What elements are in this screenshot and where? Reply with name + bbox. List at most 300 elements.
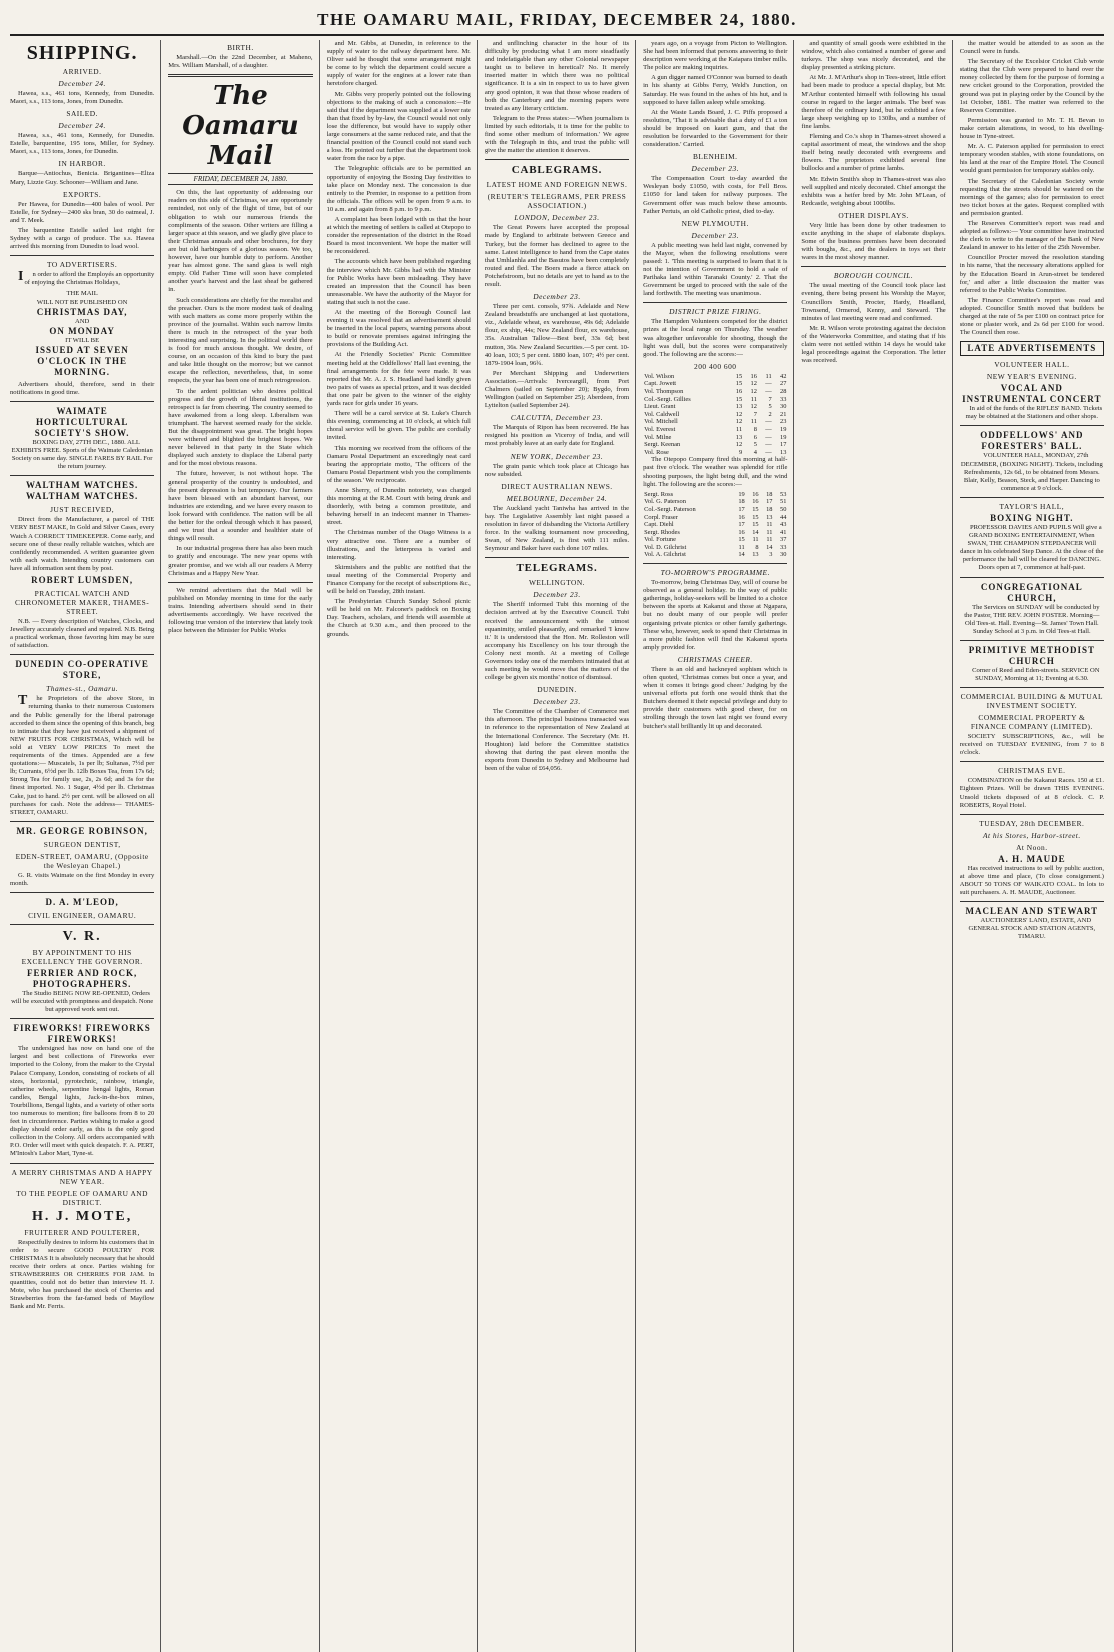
divider [960, 497, 1104, 498]
score-value: 7 [768, 395, 772, 403]
mail-note: Advertisers should, therefore, send in their notifications in good time. [10, 380, 155, 396]
score-row [643, 506, 787, 514]
score-value: — [765, 380, 772, 388]
other-displays-heading: OTHER DISPLAYS. [838, 210, 909, 220]
editorial-p2: Such considerations are chiefly for the moralist and the preacher. Ours is the more modest task of dealing with such matters as come more properly within the province of the journalist. Within such narrow limits there is much in the retrospect of the year both interesting and surprising. In the political world there is food for much anxious thought. We desire, of course, on an occasion of this kind to bury the past and take little thought on the morrow; but we cannot escape the reflection, nevertheless, that, in some respects, the year has been one of much retrogression. [168, 296, 313, 385]
score-value: 15 [735, 395, 743, 403]
concert-title: VOCAL AND INSTRUMENTAL CONCERT [962, 383, 1102, 405]
taylors-hall-text: PROFESSOR DAVIES AND PUPILS Will give a GRAND BOXING ENTERTAINMENT, When SWAN, THE CHAMPION STEPDANCER Will dance in his celebrated Step Dance. At the close of the performance the hall will be cleared for DANCING. Doors open at 7, commence at half-past. [960, 523, 1104, 572]
score-value: 13 [735, 433, 743, 441]
editorial-p4: The future, however, is not without hope. The general prosperity of the country is undoubted, and the present depression is but temporary. Our farmers have been blessed with an abundant harvest, our industries are extending, and we have every reason to look forward with confidence. The nation will be all the better for the ordeal through which it has passed, and we trust that a sounder and healthier state of things will result. [168, 470, 313, 543]
score-value: 13 [766, 513, 773, 521]
paper-title: The Oamaru Mail [182, 81, 299, 172]
score-value: — [765, 441, 772, 449]
calcutta-dateline: CALCUTTA, December 23. [510, 413, 604, 423]
christmas-eve-heading: CHRISTMAS EVE. [998, 766, 1066, 776]
divider [485, 159, 629, 160]
new-plymouth-date: December 23. [691, 230, 739, 240]
commercial-heading: COMMERCIAL BUILDING & MUTUAL INVESTMENT SOCIETY. [960, 692, 1104, 711]
christmas-eve-text: COMBINATION on the Kakanui Races. 150 at £1. Eighteen Prizes. Will be drawn THIS EVENING. Unsold tickets disposed of at 8 o'clock. C. P. ROBERTS, Royal Hotel. [959, 777, 1104, 809]
score-value: 44 [780, 513, 787, 521]
divider [10, 475, 154, 476]
score-value: 53 [780, 490, 787, 498]
calcutta-text: The Marquis of Ripon has been recovered. He has resigned his position as Viceroy of India, and will most probably leave at an early date for England. [484, 424, 630, 448]
score-value: 42 [780, 372, 787, 380]
dunedin-text: The Committee of the Chamber of Commerce met this afternoon. The principal business transacted was in reference to the representation of New Zealand at the International Conference. The Secretary (Mr. H. Houghton) laid before the Committee statistics showing that during the past eleven months the exports from Dunedin to Sydney and Melbourne had been of the value of £64,056. [484, 708, 630, 772]
score-value: 50 [780, 505, 787, 513]
taylors-hall-sub: BOXING NIGHT. [990, 512, 1074, 523]
maclean-text: AUCTIONEERS' LAND, ESTATE, AND GENERAL STOCK AND STATION AGENTS, TIMARU. [968, 917, 1096, 941]
divider [960, 425, 1104, 426]
ny-text: The grain panic which took place at Chicago has now subsided. [484, 462, 630, 478]
divider [10, 821, 154, 822]
robinson-role: SURGEON DENTIST, [43, 839, 121, 849]
mail-line-6: IT WILL BE [65, 336, 100, 344]
sailed-date: December 24. [58, 121, 106, 131]
cheer-text: There is an old and hackneyed sophism which is often quoted, 'Christmas comes but once a year, and when it comes it brings good cheer.' Judging by the universal efforts put forth one would think that the Butchers deemed it their especial privilege and duty to provide their customers with good cheer, for on strolling through the town last night we found every butcher's stall brilliantly lit up and decorated. [643, 665, 788, 730]
score-name: Corpl. Fraser [644, 513, 678, 521]
score-name: Vol. Everest [644, 425, 676, 433]
score-row [643, 536, 787, 544]
cable2-text: Three per cent. consols, 97¾. Adelaide and New Zealand breadstuffs are unchanged at last quotations, viz., Adelaide wheat, ex warehouse, 49s 6d; Adelaide flour, ex ship, 44s; New Zealand flour, ex warehouse, 35s. Australian Tallow—Best beef, 33s 6d; best mutton, 36s. New Zealand Securities.—5 per cent. 10-40 loan, 103; 5 per cent. 1880 loan, 107; 4½ per cent. 1879-1904 loan, 96¾. [484, 303, 630, 367]
score-value: 13 [752, 551, 759, 559]
wellington-date: December 23. [533, 590, 581, 600]
score-value: 27 [780, 380, 787, 388]
divider [168, 74, 312, 77]
score-value: 14 [752, 528, 759, 536]
score-value: 3 [769, 551, 773, 559]
score-value: 11 [766, 536, 773, 544]
robinson-address: EDEN-STREET, OAMARU, (Opposite the Wesleyan Chapel.) [15, 851, 149, 870]
divider [960, 577, 1104, 578]
council-p4: Mr. A. C. Paterson applied for permission to erect temporary wooden stables, with stone foundations, on his land at the rear of the Empire Hotel. The Council would grant permission for temporary stables only. [959, 143, 1104, 175]
wellington-text: The Sheriff informed Tubi this morning of the decision arrived at by the Executive Council. Tubi received the announcement with the utmost equanimity, smiled pleasantly, and remarked 'I know it.' It is understood that the Hon. Mr. Rolleston will accompany his Excellency on his tour through the Colony next month. At a meeting of College Governors today one of the members intimated that at such meeting he would move that the matters of the college be given six months' notice of dismissal. [484, 601, 630, 682]
mleod-name: D. A. M'LEOD, [45, 896, 119, 907]
score-value: 41 [780, 528, 787, 536]
late-advertisements-heading: LATE ADVERTISEMENTS [960, 341, 1104, 356]
council-p7: Councillor Procter moved the resolution standing in his name, 'that the necessary alterations applied for by the Education Board in Arun-street be tendered for,' and after a little discussion the matter was referred to the Public Works Committee. [959, 254, 1104, 294]
volunteer-hall-heading: VOLUNTEER HALL. [994, 360, 1070, 370]
auctioneer-name: A. H. MAUDE [998, 853, 1066, 864]
cable2-dateline: December 23. [533, 292, 581, 302]
score-name: Vol. Milne [644, 433, 672, 441]
lumsden-role: PRACTICAL WATCH AND CHRONOMETER MAKER, THAMES-STREET. [15, 589, 150, 616]
methodist-text: Corner of Reed and Eden-streets. SERVICE ON SUNDAY, Morning at 11; Evening at 6.30. [972, 666, 1100, 682]
news-p11: The Christmas number of the Otago Witness is a very attractive one. There are a number of illustrations, and the letterpress is varied and interesting. [326, 529, 471, 561]
score-value: 19 [738, 490, 745, 498]
score-value: 18 [738, 498, 745, 506]
fireworks-heading: FIREWORKS! FIREWORKS FIREWORKS! [13, 1023, 151, 1045]
council-p6: The Reserves Committee's report was read and adopted as follows:— Your committee have instructed the clerk to write to the manager of the Bank of New Zealand in answer to his letter of the 25th November. [959, 219, 1104, 252]
score-name: Lieut. Grant [644, 403, 676, 411]
score-name: Sergt. Ross [644, 490, 674, 498]
news-p1: and Mr. Gibbs, at Dunedin, in reference to the supply of water to the railway department here. Mr. Oliver said he thought that some arrangement might be come to by which the department could secure a supply of water for the engines at a lower rate than heretofore charged. [326, 40, 471, 88]
score-value: 17 [766, 498, 773, 506]
score-name: Vol. Fortune [644, 536, 676, 544]
news-p2: Mr. Gibbs very properly pointed out the following objections to the making of such a concession:—He said that if the department was supplied at a lower rate than that fixed by by-law, the Council would not only lose the difference, but would have to supply other large consumers at the same reduced rate, and that the financial position of the Council could not stand such a loss. He pointed out further that the department took water from the race by a pipe. [326, 90, 471, 163]
score-value: 19 [780, 425, 787, 433]
score-value: 11 [765, 372, 772, 380]
news-p1: and quantity of small goods were exhibited in the window, which also contained a number of geese and turkeys. The shop was nicely decorated, and the display presented a striking picture. [801, 40, 946, 72]
cheer-heading: CHRISTMAS CHEER. [677, 654, 753, 664]
blenheim-date: December 23. [691, 164, 739, 174]
arrived-date: December 24. [58, 79, 106, 88]
news-p1: and unflinching character in the hour of its difficulty by producing what I am more steadfastly and indefatigable than any other Colonial newspaper taught us to believe in heretical? No. It merely inserted matter in which there was no political significance. It is a sin in respect to us to have given any good opinion, it was that those whose readers of both the Canterbury and the morning papers were treated as any literary criticism. [484, 40, 630, 112]
score-value: 30 [780, 551, 787, 559]
advertisers-heading: TO ADVERTISERS. [47, 260, 118, 270]
australian-text: The Auckland yacht Taniwha has arrived in the bay. The Legislative Assembly last night passed a resolution in favor of disbanding the Victoria Artillery force. In the walking tournament now proceeding, Swan, of New Zealand, is first with 111 miles. Seymour and Baker have each done 107 miles. [484, 504, 630, 553]
score-row [643, 418, 787, 426]
editorial-p3: To the ardent politician who desires political progress and the growth of liberal institutions, the retrospect is far from cheering. The country seemed to have awakened from a long sleep. Liberalism was triumphant. The harvest seemed ready for the sickle. But the disappointment was great. The bright hopes were withered and blighted the brightest hopes. We never believed in that party in the State which displayed such anxiety to displace the Liberal party and for the most obvious reasons. [168, 387, 313, 468]
divider [643, 302, 787, 303]
cable1-dateline: LONDON, December 23. [514, 213, 600, 223]
score-row [643, 396, 787, 404]
score-name: Capt. Diehl [644, 521, 674, 529]
shipping-note: The barquentine Estelle sailed last night for Sydney with a cargo of produce. The s.s. Hawea arrived this morning from Dunedin to load wool. [10, 226, 155, 251]
church-text: The Services on SUNDAY will be conducted by the Pastor, THE REV. JOHN FOSTER. Morning—Old Tees-st. Hall. Evening—St. James' Town Hall. Sunday School at 3 p.m. in Old Tees-st Hall. [964, 603, 1100, 635]
score-value: 15 [738, 536, 745, 544]
score-row [643, 373, 787, 381]
concert-text: In aid of the funds of the RIFLES' BAND. Tickets may be obtained at the Stationers and other shops. [965, 405, 1103, 421]
volunteer-hall-sub: NEW YEAR'S EVENING. [986, 372, 1077, 382]
divider [801, 266, 945, 267]
dunedin-date: December 23. [533, 697, 581, 707]
dunedin-store-text: The Proprietors of the above Store, in returning thanks to their numerous Customers and the Public generally for the liberal patronage accorded to them since the opening of this branch, beg to intimate that they have just received a shipment of NEW FRUITS FOR CHRISTMAS, Which will be sold at VERY LOW PRICES To meet the requirements of the times. Appended are a few quotations:— Muscatels, 1s per lb; Sultanas, 7½d per lb; Currants, 6½d per lb. 12lb Boxes Tea, from 17s 6d; Strong Tea for family use, 2s, 2s 6d; and 3s for the finest imported. No. 1 Sugar, 4½d per lb. Christmas Cake, just to hand. 2½ per cent. will be allowed on all purchases for cash. Note the address— THAMES-STREET, OAMARU. [10, 693, 155, 816]
robinson-name: MR. GEORGE ROBINSON, [16, 825, 148, 836]
prize-firing-heading: DISTRICT PRIZE FIRING. [669, 307, 762, 317]
score-value: 4 [753, 448, 757, 456]
news-p2: A gun digger named O'Connor was burned to death in his shanty at Gibbs Ferry, Weld's Junction, on Saturday. He was found in the ashes of his hut, and is supposed to have fallen asleep while smoking. [643, 74, 788, 106]
ferrier-text: The Studio BEING NOW RE-OPENED, Orders will be executed with promptness and despatch. None but approved work sent out. [11, 989, 154, 1014]
council-p1: the matter would be attended to as soon as the Council were in funds. [959, 40, 1104, 56]
cablegrams-heading: CABLEGRAMS. [511, 164, 603, 177]
score-name: Vol. D. Gilchrist [644, 543, 687, 551]
column-2 [168, 40, 319, 1652]
score-row [643, 388, 787, 396]
cablegrams-sub: LATEST HOME AND FOREIGN NEWS. [486, 180, 628, 190]
divider [10, 924, 154, 925]
score-value: 16 [738, 513, 745, 521]
score-value: 43 [780, 521, 787, 529]
column-5 [643, 40, 794, 1652]
ny-dateline: NEW YORK, December 23. [510, 451, 604, 461]
score-value: 19 [780, 433, 787, 441]
arrived-heading: ARRIVED. [62, 67, 102, 76]
score-value: 11 [750, 395, 757, 403]
score-value: 7 [753, 410, 757, 418]
maclean-heading: MACLEAN AND STEWART [965, 906, 1099, 917]
score-value: 33 [780, 543, 787, 551]
score-value: 30 [780, 403, 787, 411]
score-value: 12 [735, 441, 743, 449]
news-p9: This morning we received from the officers of the Oamaru Postal Department an exceedingly neat card bearing the appropriate motto, 'The officers of the Oamaru Postal Department wish you the compliments of the season.' We reciprocate. [326, 444, 471, 484]
score-row [643, 544, 787, 552]
score-value: 17 [780, 441, 787, 449]
score-value: — [765, 418, 772, 426]
exports-heading: EXPORTS. [63, 189, 102, 199]
other-displays-text: Very little has been done by other tradesmen to excite anything in the shape of elaborate displays. Some of the business premises have been decorated with boughs, &c., and the dealers in toys set their wares in the most showy manner. [801, 221, 946, 262]
scores-table-hampden [643, 373, 787, 457]
score-value: 15 [752, 513, 759, 521]
score-value: 11 [736, 425, 743, 433]
auction-time: At Noon. [1016, 842, 1048, 852]
score-value: — [765, 448, 772, 456]
ball-text: VOLUNTEER HALL, MONDAY, 27th DECEMBER, (BOXING NIGHT). Tickets, including Refreshments, 12s 6d., to be obtained from Messrs. Blair, Kelly, Beason, Steck, and Harper. Dancing to commence at 9 o'clock. [960, 452, 1103, 492]
score-value: 11 [750, 418, 757, 426]
score-value: 21 [780, 410, 787, 418]
borough-text: The usual meeting of the Council took place last evening, there being present his Worship the Mayor, Councillors Smith, Procter, Hardy, Headland, Townsend, Ormerod, Kenny, and Steward. The minutes of last meeting were read and confirmed. [801, 282, 946, 322]
score-value: 5 [768, 403, 772, 411]
new-plymouth-text: A public meeting was held last night, convened by the Mayor, when the following resolutions were passed: 1. 'This meeting is surprised to learn that it is not the intention of Government to hold a sale of Parihaka land within Taranaki County.' 2. That the Government be urged to proceed with the sale of the land forthwith. The meeting was unanimous. [643, 241, 788, 298]
score-value: 8 [755, 543, 759, 551]
score-value: — [765, 425, 772, 433]
council-p3: Permission was granted to Mr. T. H. Bevan to make certain alterations, in wood, to his dwelling-house in Tyne-street. [959, 116, 1104, 141]
dunedin-store-heading: DUNEDIN CO-OPERATIVE STORE, [15, 659, 149, 681]
score-value: 11 [738, 543, 745, 551]
scores-table-otepopo [643, 491, 787, 559]
harbor-heading: IN HARBOR. [58, 159, 106, 169]
xmas-line-2: TO THE PEOPLE OF OAMARU AND DISTRICT. [16, 1188, 148, 1207]
news-p10: Anne Sherry, of Dunedin notoriety, was charged this morning at the R.M. Court with being drunk and disorderly, with being a common prostitute, and behaving herself in an indecent manner in Thames-street. [326, 486, 471, 527]
score-value: 5 [753, 441, 757, 449]
score-row [643, 426, 787, 434]
score-value: 23 [780, 418, 787, 426]
news-p12: Skirmishers and the public are notified that the usual meeting of the Commercial Property and Finance Company for the receipt of subscriptions &c., will be held on Tuesday, 28th instant. [326, 563, 471, 596]
vr-crest: V. R. [62, 928, 102, 944]
score-name: Col.-Sergt. Gillies [644, 395, 691, 403]
score-value: 17 [738, 521, 745, 529]
borough-heading: BOROUGH COUNCIL. [833, 271, 914, 281]
exports-text: Per Hawea, for Dunedin—400 bales of wool. Per Estelle, for Sydney—2400 sks bran, 30 do oatmeal, J. and T. Meek. [10, 200, 155, 224]
score-name: Vol. Thompson [644, 388, 684, 395]
sailed-text: Hawea, s.s., 461 tons, Kennedy, for Dunedin. Estelle, barquentine, 195 tons, Miller, for Sydney. Maori, s.s., 113 tons, Jones, for Dunedin. [10, 132, 155, 156]
telegrams-heading: TELEGRAMS. [516, 562, 598, 575]
score-row [643, 551, 787, 559]
score-row [643, 514, 787, 522]
divider [960, 761, 1104, 762]
score-value: — [765, 433, 772, 441]
divider [168, 582, 312, 583]
score-value: 51 [780, 498, 787, 506]
prize-firing-text: The Hampden Volunteers competed for the district prizes at the local range on Thursday. The weather was altogether unfavorable for shooting, though the light was dull, but the scores were comparatively good. The following are the scores:— [643, 318, 788, 358]
score-name: Vol. G. Paterson [644, 498, 686, 506]
score-value: 2 [768, 410, 772, 418]
advertisers-text: In order to afford the Employés an opportunity of enjoying the Christmas Holidays, [18, 269, 155, 287]
birth-heading: BIRTH. [227, 43, 254, 52]
divider [960, 814, 1104, 815]
taylors-hall-heading: TAYLOR'S HALL, [999, 501, 1065, 511]
score-name: Col.-Sergt. Paterson [644, 505, 696, 513]
news-p1: years ago, on a voyage from Picton to Wellington. She had been informed that persons answering to their description were working at the Kaiapara timber mills. The police are making inquiries. [643, 40, 788, 72]
news-p3: At the Waste Lands Board, J. C. Piffs proposed a resolution, 'That it is advisable that a duty of £1 a ton should be imposed on kauri gum, and that the resolution be forwarded to the Government for their consideration.' Carried. [643, 108, 788, 149]
score-value: 12 [735, 418, 743, 426]
score-value: 37 [780, 536, 787, 544]
australian-heading: DIRECT AUSTRALIAN NEWS. [501, 481, 613, 491]
score-value: 12 [750, 388, 757, 395]
score-value: 12 [735, 410, 743, 418]
news-p8: There will be a carol service at St. Luke's Church this evening, commencing at 10 o'clock, at which full choral service will be given. The public are cordially invited. [326, 410, 471, 442]
commercial-text: SOCIETY SUBSCRIPTIONS, &c., will be received on TUESDAY EVENING, from 7 to 8 o'clock. [959, 733, 1104, 757]
mail-line-3: CHRISTMAS DAY, [36, 306, 128, 317]
column-7 [960, 40, 1104, 1652]
score-row [643, 449, 787, 457]
mail-line-2: WILL NOT BE PUBLISHED ON [36, 298, 128, 306]
score-row [643, 411, 787, 419]
shipping-heading: SHIPPING. [26, 42, 138, 64]
score-value: 28 [780, 388, 787, 395]
divider [10, 892, 154, 893]
score-value: 12 [750, 403, 757, 411]
auction-place: At his Stores, Harbor-street. [982, 830, 1081, 840]
wellington-heading: WELLINGTON. [528, 578, 586, 588]
divider [10, 401, 154, 402]
score-row [643, 491, 787, 499]
column-1 [10, 40, 161, 1652]
score-value: 18 [766, 505, 773, 513]
australian-dateline: MELBOURNE, December 24. [506, 493, 608, 503]
cable3-text: Per Merchant Shipping and Underwriters Association.—Arrivals: Iverceargill, from Port Chalmers (sailed on September 20); Bygdo, from Wellington (sailed on September 25); Aberdeen, from Lyttelton (sailed September 24). [484, 369, 630, 410]
score-value: 16 [752, 498, 759, 506]
methodist-heading: PRIMITIVE METHODIST CHURCH [968, 644, 1095, 666]
council-p2: The Secretary of the Excelsior Cricket Club wrote stating that the Club were prepared to hand over the money collected by them for the purpose of forming a new cricket ground to the Corporation, provided the ground was put in playing order by the Council by the 1st October, 1881. The matter was referred to the Reserves Committee. [959, 58, 1104, 114]
news-p5: The accounts which have been published regarding the interview which Mr. Gibbs had with the Minister for Public Works have been misleading. They have created an impression that the Council has been unreasonable. We have the authority of the Mayor for stating that such is not the case. [326, 258, 471, 306]
mail-line-7: ISSUED AT SEVEN O'CLOCK IN THE MORNING. [35, 344, 129, 377]
mail-line-4: AND [74, 317, 90, 325]
news-p4: Mr. Edwin Smith's shop in Thames-street was also well supplied and nicely decorated. Chief amongst the exhibits was a heifer bred by Mr. John M'Lean, of Redcastle, weighing about 1000lbs. [801, 175, 946, 207]
score-value: 16 [735, 388, 743, 395]
score-value: 14 [766, 543, 773, 551]
score-value: 11 [766, 521, 773, 529]
score-value: 14 [738, 551, 745, 559]
score-value: 15 [752, 505, 759, 513]
columns [10, 40, 1104, 1652]
watches-text: Direct from the Manufacturer, a parcel of THE VERY BEST MAKE, In Gold and Silver Cases, every Watch A CORRECT TIMEKEEPER. Come early, and secure one of these really reliable watches, which are confidently recommended. A written guarantee given with each watch. Intending country customers can have all information sent them by post. [10, 516, 155, 572]
score-value: 15 [752, 521, 759, 529]
score-value: 17 [738, 505, 745, 513]
mail-line-5: ON MONDAY [49, 325, 115, 336]
score-value: — [765, 388, 772, 395]
mote-role: FRUITERER AND POULTERER, [24, 1227, 140, 1237]
waimate-text: BOXING DAY, 27TH DEC., 1880. ALL EXHIBITS FREE. Sports of the Waimate Caledonian Society on same day. SINGLE FARES BY RAIL For the return journey. [11, 438, 153, 471]
score-value: 13 [735, 403, 743, 411]
divider [643, 563, 787, 564]
borough-text-2: Mr. R. Wilson wrote protesting against the decision of the Waterworks Committee, and stating that if his claim were not settled within 14 days he would take legal proceedings against the Corporation. The letter was received. [801, 324, 946, 365]
commercial-sub: COMMERCIAL PROPERTY & FINANCE COMPANY (LIMITED). [970, 713, 1093, 732]
auction-date: TUESDAY, 28th DECEMBER. [979, 818, 1085, 828]
cablegrams-credit: (REUTER'S TELEGRAMS, PER PRESS ASSOCIATION.) [487, 192, 627, 211]
mleod-role: CIVIL ENGINEER, OAMARU. [28, 910, 137, 920]
harbor-text: Barque—Antiochus, Benicia. Brigantines—Eliza Mary, Lizzie Guy. Schooner—William and Jane. [10, 170, 155, 186]
score-name: Sergt. Keenan [644, 441, 681, 449]
score-value: 9 [738, 448, 743, 456]
programme-heading: TO-MORROW'S PROGRAMME. [660, 568, 770, 578]
divider [960, 640, 1104, 641]
score-value: 16 [752, 490, 759, 498]
news-p13: The Presbyterian Church Sunday School picnic will be held on Mr. Falconer's paddock on Boxing Day. Teachers, scholars, and friends will assemble at the Church at 9.30 a.m., and then proceed to the grounds. [326, 598, 471, 638]
watches-heading: WALTHAM WATCHES. WALTHAM WATCHES. [25, 480, 139, 502]
ferrier-heading: FERRIER AND ROCK, PHOTOGRAPHERS. [27, 967, 138, 989]
church-heading: CONGREGATIONAL CHURCH, [980, 581, 1083, 603]
mote-name: H. J. MOTE, [32, 1208, 133, 1224]
score-name: Vol. A. Gilchrist [644, 551, 686, 559]
news-p4: A complaint has been lodged with us that the hour at which the meeting of settlers is called at Otepopo to consider the representation of the district in the Road Board is most inconvenient. We hope the matter will be reconsidered. [326, 215, 471, 256]
divider [10, 654, 154, 655]
new-plymouth-heading: NEW PLYMOUTH. [681, 218, 749, 228]
news-p2: At Mr. J. M'Arthur's shop in Tees-street, little effort had been made to produce a special display, but Mr. M'Arthur contented himself with following his usual course in regard to the larger animals. The beef was therefore of the ordinary kind, but he exhibited a few large sheep weighing up to 130lbs, and a number of fine lambs. [801, 74, 946, 130]
score-value: 11 [766, 528, 773, 536]
mote-text: Respectfully desires to inform his customers that in order to secure GOOD POULTRY FOR CHRISTMAS It is absolutely necessary that he should receive their orders at once. Parties wishing for STRAWBERRIES OR CHERRIES FOR JAM. In quantities, could not do better than interview H. J. Mote, who has purchased the stock of Cherries and Strawberries from the far-famed beds of Mayflow Bank and Mr. Ferris. [10, 1238, 155, 1311]
divider [10, 255, 154, 256]
appointment: BY APPOINTMENT TO HIS EXCELLENCY THE GOVERNOR. [21, 947, 143, 966]
ball-heading: ODDFELLOWS' AND FORESTERS' BALL. [980, 430, 1084, 452]
lumsden-name: ROBERT LUMSDEN, [31, 575, 134, 585]
news-p7: At the Friendly Societies' Picnic Committee meeting held at the Oddfellows' Hall last evening, the final arrangements for the fete were made. It was reported that Mr. A. J. S. Headland had kindly given two pairs of vases as special prizes, and it was decided that one pair be given to the winner of the eighty yards race for girls under 16 years. [326, 351, 471, 408]
fireworks-text: The undersigned has now on hand one of the largest and best collections of Fireworks ever imported to the Colony, from the maker to the Crystal Palace Company, London, consisting of rockets of all sizes, horizontal, pyrotechnic, rainbow, triangle, catherine wheels, serpentine bengal lights, Roman candles, Bengal lights, Jack-in-the-box mines, Tourbillions, Bengal lights, and a variety of other sorts too numerous to mention; fire balloons from 8 to 20 feet in circumference. Parties wishing to make a good display should order early, as this is the only good collection in the Colony. All orders accompanied with P.O. Order will meet with quick despatch. F. A. PERT, M'Intosh's Labor Mart, Tyne-st. [10, 1045, 155, 1158]
auction-text: Has received instructions to sell by public auction, at above time and place, (To close consignment.) ABOUT 50 TONS OF WAIKATO COAL. In lots to suit purchasers. A. H. MAUDE, Auctioneer. [959, 864, 1104, 896]
score-value: 16 [750, 372, 757, 380]
score-name: Vol. Caldwell [644, 410, 680, 418]
score-row [643, 521, 787, 529]
score-value: 15 [735, 372, 743, 380]
score-name: Vol. Rose [644, 448, 669, 456]
score-value: 11 [752, 536, 759, 544]
watches-sub: JUST RECEIVED, [50, 505, 115, 515]
lumsden-note: N.B. — Every description of Watches, Clocks, and Jewellery accurately cleaned and repaired. N.B. Being a practical workman, those favoring him may be sure of satisfaction. [10, 618, 155, 650]
arrived-text: Hawea, s.s., 461 tons, Kennedy, from Dunedin. Maori, s.s., 113 tons, Jones, from Dunedin. [10, 90, 155, 106]
score-row [643, 441, 787, 449]
scores-header: 200 400 600 [694, 361, 737, 371]
score-value: 33 [780, 395, 787, 403]
score-name: Capt. Jowett [644, 380, 677, 388]
score-value: 16 [738, 528, 745, 536]
editorial-p1: On this, the last opportunity of addressing our readers on this side of Christmas, we are opportunely reminded, not only of the flight of time, but of our obligation to wish our numerous friends the compliments of the season. Other writers are filling a larger space at this season, and we gladly give place to their Christmas annuals and other brochures, for they are but old harbingers of a glorious season. We too, however, have our humble duty to perform. Another year has almost gone. The sand glass is well nigh empty. Old Father Time will soon have completed another year's harvest and the last sheaf be gathered in. [168, 189, 313, 294]
cable1-text: The Great Powers have accepted the proposal made by England to arbitrate between Greece and Turkey, but the former has declined to agree to the same. Latest intelligence to hand from the Cape states that Umhlanhla and the Basutos have been completely routed and fled. The Boers made a fierce attack on Potchefstroom, but no details are yet to hand as to the result. [484, 224, 630, 288]
score-row [643, 434, 787, 442]
score-value: 15 [735, 380, 743, 388]
xmas-line-1: A MERRY CHRISTMAS AND A HAPPY NEW YEAR. [11, 1167, 153, 1186]
score-value: 8 [753, 425, 757, 433]
birth-text: Marshall.—On the 22nd December, at Maheno, Mrs. William Marshall, of a daughter. [168, 54, 313, 70]
score-row [643, 403, 787, 411]
council-p5: The Secretary of the Caledonian Society wrote requesting that the streets should be watered on the mornings of the games; also for permission to erect two ticket boxes at the gates. Request complied with and permission granted. [959, 177, 1104, 217]
score-value: 12 [750, 380, 757, 388]
sailed-heading: SAILED. [66, 109, 98, 119]
divider [485, 557, 629, 558]
divider [960, 901, 1104, 902]
score-name: Vol. Wilson [644, 372, 675, 380]
dunedin-store-sub: Thames-st., Oamaru. [46, 684, 119, 694]
prize-firing-text-2: The Otepopo Company fired this morning at half-past five o'clock. The weather was splendid for rifle shooting purposes, the light being dull, and the wind light. The following are the scores:— [643, 456, 788, 488]
score-row [643, 380, 787, 388]
score-value: 18 [766, 490, 773, 498]
news-p3: The Telegraphic officials are to be permitted an opportunity of enjoying the Boxing Day festivities to take place on Monday next. The concession is due entirely to the Premier, in response to a petition from the officials. The offices will be open from 9 a.m. to 10 a.m. and again from 8 p.m. to 9 p.m. [326, 165, 471, 213]
news-p3: Fleming and Co.'s shop in Thames-street showed a capital assortment of meat, the windows and the shop itself being neatly decorated with evergreens and flowers. The proprietors exhibited several fine bullocks and a number of prime lambs. [801, 133, 946, 173]
score-row [643, 529, 787, 537]
editorial-p5: In our industrial progress there has also been much to gratify and encourage. The new year opens with greater promise, and we wish all our readers A Merry Christmas and a Happy New Year. [168, 545, 313, 577]
column-3 [327, 40, 478, 1652]
masthead: THE OAMARU MAIL, FRIDAY, DECEMBER 24, 1880. [10, 8, 1104, 36]
dunedin-heading: DUNEDIN. [537, 685, 577, 695]
score-value: 13 [780, 448, 787, 456]
divider [10, 1163, 154, 1164]
score-row [643, 498, 787, 506]
news-p2: Telegram to the Press states:—'When journalism is limited by such editorials, it is time for the public to find some other medium of information.' We agree with the Telegraph in this, and trust the public will give the matter the attention it deserves. [484, 114, 630, 155]
column-4 [485, 40, 636, 1652]
blenheim-text: The Compensation Court to-day awarded the Wesleyan body £1050, with costs, for Fell Bros. £1050 for land taken for railway purposes. The Government offer was much below these amounts. Father Pertuis, an old Catholic priest, died to-day. [643, 175, 788, 215]
notice-text: We remind advertisers that the Mail will be published on Monday morning in time for the early trains. Intending advertisers should send in their advertisements accordingly. We have received the following true version of the interview that lately took place between the Minister for Public Works [168, 586, 313, 635]
paper-dateline: FRIDAY, DECEMBER 24, 1880. [168, 173, 312, 185]
score-name: Sergt. Rhodes [644, 528, 680, 536]
